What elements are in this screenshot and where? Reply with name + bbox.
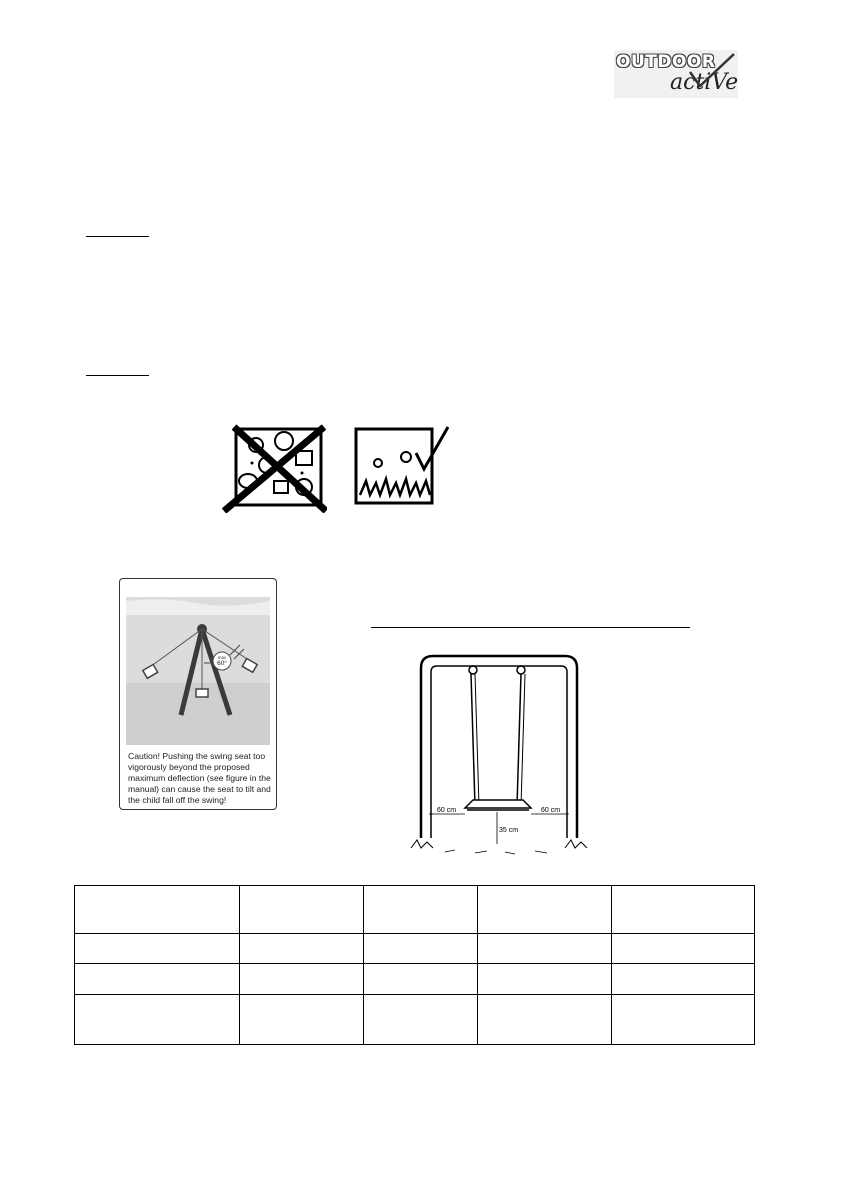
table-cell [364,964,478,995]
table-cell [240,934,364,964]
logo-line2: actiVe [670,70,739,95]
table-row [75,886,755,934]
caution-text: Caution! Pushing the swing seat too vigorously beyond the proposed maximum deflection (see figure in the manual) can cause the seat to tilt and the child fall off the swing! [128,751,271,805]
specification-table [74,885,755,1045]
table-cell [364,995,478,1045]
table-cell [478,886,612,934]
section-heading-underline-1 [86,236,149,237]
table-row [75,934,755,964]
table-cell [364,886,478,934]
table-row [75,964,755,995]
table-cell [478,964,612,995]
left-clearance-label: 60 cm [437,807,457,814]
table-cell [612,964,755,995]
angle-sublabel: max [217,655,227,660]
caution-card [119,578,277,810]
table-cell [75,964,240,995]
right-clearance-label: 60 cm [541,807,561,814]
swing-clearance-diagram [405,648,595,856]
table-cell [364,934,478,964]
table-cell [240,964,364,995]
table-cell [75,995,240,1045]
table-cell [240,886,364,934]
table-row [75,995,755,1045]
diagram-heading-underline [371,627,690,628]
grass-ground-allowed-icon [354,423,450,505]
table-cell [75,886,240,934]
table-cell [612,886,755,934]
checkmark-icon [686,50,738,90]
table-cell [478,934,612,964]
table-cell [478,995,612,1045]
table-cell [240,995,364,1045]
section-heading-underline-2 [86,375,149,376]
table-cell [612,934,755,964]
swing-deflection-illustration [126,597,270,745]
stony-ground-prohibited-icon [222,423,327,513]
logo-line1: OUTDOOR [616,52,716,72]
table-cell [75,934,240,964]
seat-height-label: 35 cm [499,827,519,834]
angle-label: 60° [217,660,227,667]
table-cell [612,995,755,1045]
brand-logo [614,50,738,98]
